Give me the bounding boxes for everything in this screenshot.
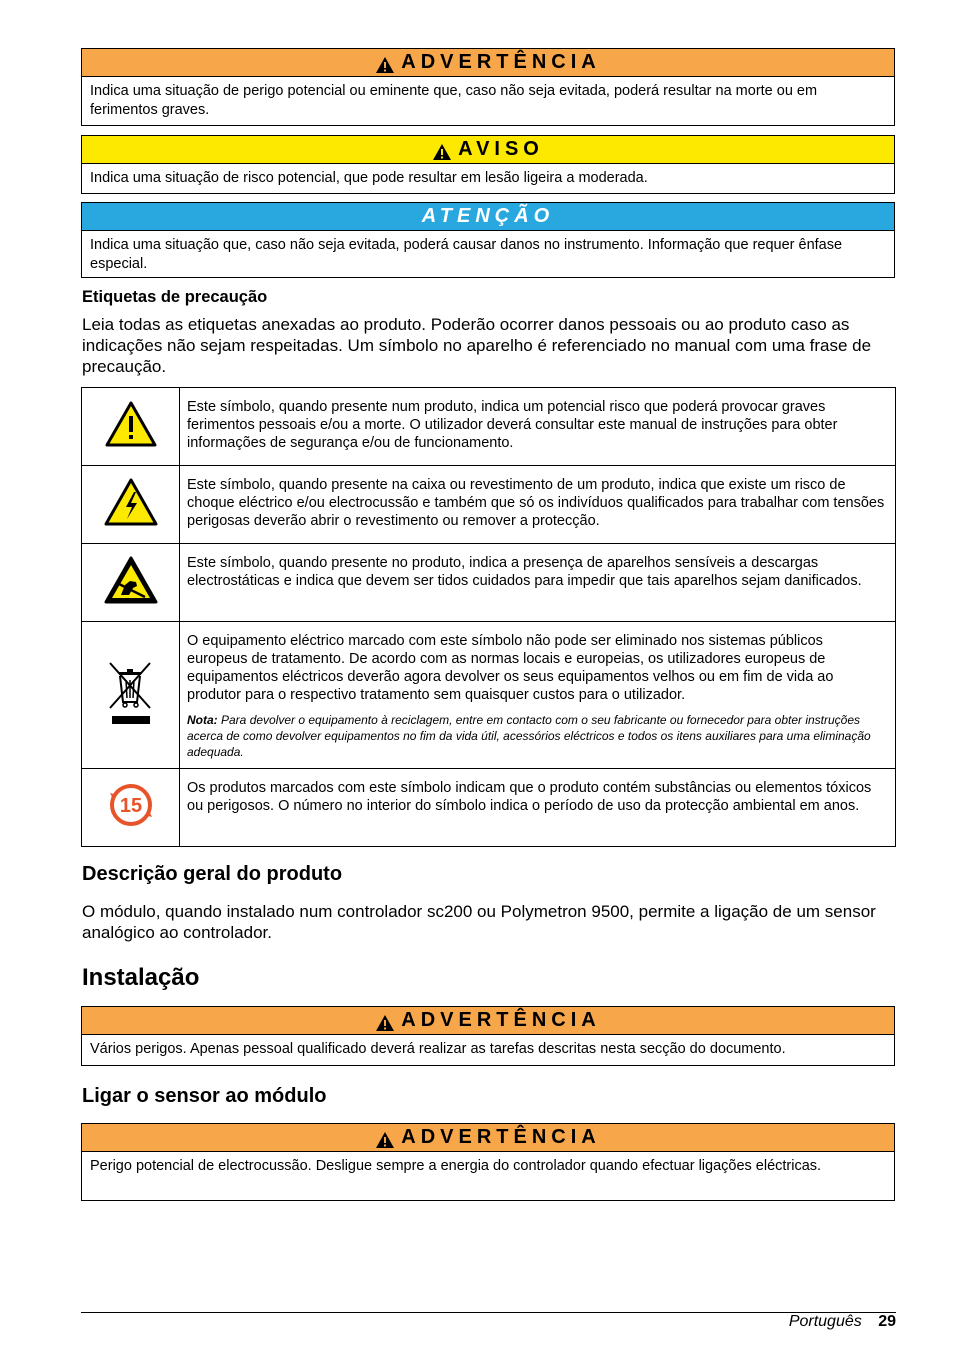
symbol-description: Os produtos marcados com este símbolo indicam que o produto contém substâncias ou elementos tóxicos ou perigosos. O número no interior do símbolo indica o período de uso da protecção ambiental em anos. bbox=[180, 769, 896, 847]
warning-box-title: ADVERTÊNCIA bbox=[401, 51, 601, 73]
warning-triangle-icon bbox=[432, 143, 452, 161]
symbols-table bbox=[81, 387, 896, 847]
warning-box-header bbox=[82, 49, 894, 77]
warning-triangle-icon bbox=[375, 1014, 395, 1032]
warning-box-header bbox=[82, 1124, 894, 1152]
esd-icon bbox=[103, 555, 159, 605]
warning-box bbox=[81, 1123, 895, 1201]
symbol-description: Este símbolo, quando presente na caixa ou revestimento de um produto, indica que existe um risco de choque eléctrico e/ou electrocussão e também que só os indivíduos qualificados para trabalhar com tensões perigosas deverão abrir o revestimento ou remover a protecção. bbox=[180, 466, 896, 544]
footer-divider bbox=[81, 1312, 896, 1313]
warning-box-title: ADVERTÊNCIA bbox=[401, 1126, 601, 1148]
note-text: Para devolver o equipamento à reciclagem, entre em contacto com o seu fabricante ou fornecedor para obter instruções acerca de como devolver equipamentos no fim da vida útil, acessórios eléctricos e todos os itens auxiliares para uma eliminação adequada. bbox=[187, 713, 871, 759]
caution-box bbox=[81, 135, 895, 194]
installation-heading: Instalação bbox=[82, 964, 200, 991]
table-row bbox=[82, 769, 896, 847]
footer bbox=[789, 1313, 896, 1331]
warning-box bbox=[81, 1006, 895, 1066]
caution-box-text: Indica uma situação de risco potencial, que pode resultar em lesão ligeira a moderada. bbox=[90, 170, 648, 186]
symbol-description: Este símbolo, quando presente no produto, indica a presença de aparelhos sensíveis a descargas electrostáticas e indica que devem ser tidos cuidados para impedir que tais aparelhos sejam danificados. bbox=[180, 544, 896, 622]
connect-heading: Ligar o sensor ao módulo bbox=[82, 1085, 327, 1107]
symbol-cell bbox=[82, 622, 180, 769]
warning-triangle-icon bbox=[104, 400, 158, 448]
warning-triangle-icon bbox=[375, 56, 395, 74]
notice-box-title: ATENÇÃO bbox=[421, 205, 555, 227]
symbol-cell bbox=[82, 388, 180, 466]
precaution-intro: Leia todas as etiquetas anexadas ao produto. Poderão ocorrer danos pessoais ou ao produto caso as indicações não sejam respeitadas. Um símbolo no aparelho é referenciado no manual com uma frase de precaução. bbox=[82, 315, 872, 376]
table-row bbox=[82, 466, 896, 544]
warning-box-text: Vários perigos. Apenas pessoal qualificado deverá realizar as tarefas descritas nesta secção do documento. bbox=[90, 1041, 786, 1057]
warning-box-title: ADVERTÊNCIA bbox=[401, 1009, 601, 1031]
table-row bbox=[82, 622, 896, 769]
symbol-cell bbox=[82, 769, 180, 847]
warning-box-header bbox=[82, 1007, 894, 1035]
symbol-description: Este símbolo, quando presente num produto, indica um potencial risco que poderá provocar graves ferimentos pessoais e/ou a morte. O utilizador deverá consultar este manual de instruções para obter informações de segurança e/ou de funcionamento. bbox=[180, 388, 896, 466]
weee-text: O equipamento eléctrico marcado com este símbolo não pode ser eliminado nos sistemas públicos europeus de tratamento. De acordo com as normas locais e europeias, os utilizadores europeus de equipamentos eléctricos deverão agora devolver os seus equipamentos velhos ou em fim de vida ao produtor para o respectivo tratamento sem quaisquer custos para o utilizador. bbox=[187, 633, 834, 703]
warning-box-text: Indica uma situação de perigo potencial ou eminente que, caso não seja evitada, poderá resultar na morte ou em ferimentos graves. bbox=[90, 83, 818, 118]
symbol-description bbox=[180, 622, 896, 769]
notice-box bbox=[81, 202, 895, 278]
caution-box-header bbox=[82, 136, 894, 164]
symbol-cell bbox=[82, 466, 180, 544]
efup-number: 15 bbox=[119, 795, 142, 817]
efup-15-icon bbox=[108, 782, 154, 828]
precaution-heading: Etiquetas de precaução bbox=[82, 288, 268, 306]
table-row bbox=[82, 544, 896, 622]
page-number: 29 bbox=[878, 1313, 896, 1330]
notice-box-header bbox=[82, 203, 894, 231]
warning-box-text: Perigo potencial de electrocussão. Desligue sempre a energia do controlador quando efectuar ligações eléctricas. bbox=[90, 1158, 822, 1174]
note-label: Nota: bbox=[187, 713, 218, 727]
overview-heading: Descrição geral do produto bbox=[82, 863, 343, 885]
caution-box-title: AVISO bbox=[458, 138, 544, 160]
symbol-cell bbox=[82, 544, 180, 622]
electric-shock-icon bbox=[103, 477, 159, 527]
notice-box-text: Indica uma situação que, caso não seja evitada, poderá causar danos no instrumento. Informação que requer ênfase especial. bbox=[90, 237, 843, 272]
weee-note bbox=[187, 712, 887, 760]
footer-language: Português bbox=[788, 1313, 862, 1330]
warning-box bbox=[81, 48, 895, 126]
warning-triangle-icon bbox=[375, 1131, 395, 1149]
table-row bbox=[82, 388, 896, 466]
weee-bin-icon bbox=[106, 660, 156, 726]
overview-text: O módulo, quando instalado num controlador sc200 ou Polymetron 9500, permite a ligação de um sensor analógico ao controlador. bbox=[82, 902, 876, 942]
